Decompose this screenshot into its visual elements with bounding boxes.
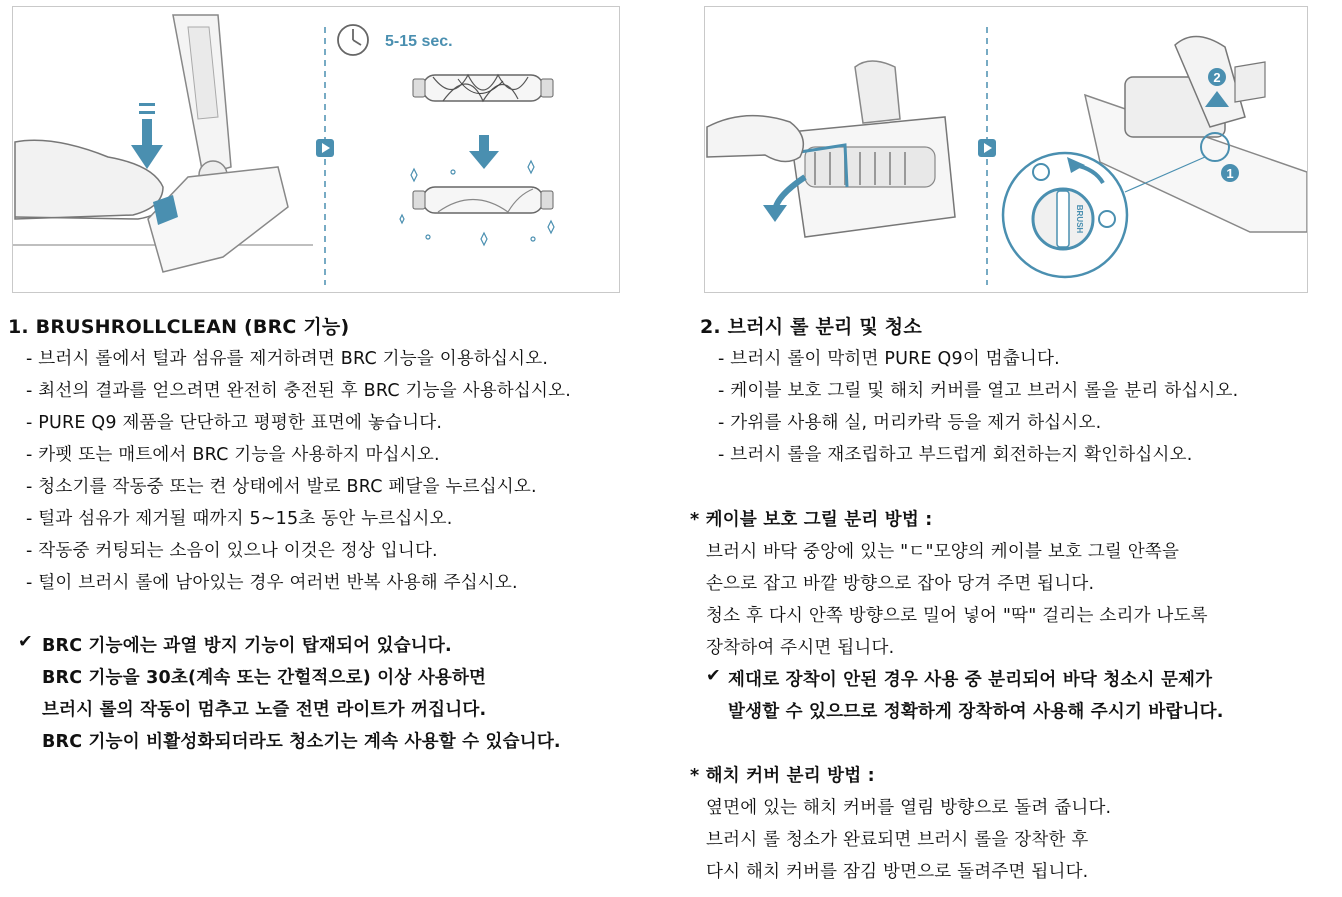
clean-arrow-icon	[469, 151, 499, 169]
section1-title: 1. BRUSHROLLCLEAN (BRC 기능)	[8, 316, 350, 338]
section1-item-7: - 작동중 커팅되는 소음이 있으나 이것은 정상 입니다.	[26, 541, 438, 561]
section1-item-8: - 털이 브러시 롤에 남아있는 경우 여러번 반복 사용해 주십시오.	[26, 573, 518, 593]
section2-item-4: - 브러시 롤을 재조립하고 부드럽게 회전하는지 확인하십시오.	[718, 445, 1193, 465]
step-2-label: 2	[1213, 70, 1221, 85]
grill-note-line-2: 발생할 수 있으므로 정확하게 장착하여 사용해 주시기 바랍니다.	[728, 702, 1224, 722]
timer-text: 5-15 sec.	[385, 33, 453, 50]
section1-item-1: - 브러시 롤에서 털과 섬유를 제거하려면 BRC 기능을 이용하십시오.	[26, 349, 549, 369]
brc-illustration	[13, 7, 619, 292]
section1-note-line-3: 브러시 롤의 작동이 멈추고 노즐 전면 라이트가 꺼집니다.	[42, 700, 487, 720]
step-1-label: 1	[1226, 166, 1234, 181]
hatch-line-2: 브러시 롤 청소가 완료되면 브러시 롤을 장착한 후	[706, 830, 1089, 850]
grill-line-3: 청소 후 다시 안쪽 방향으로 밀어 넣어 "딱" 걸리는 소리가 나도록	[706, 606, 1208, 626]
brc-illustration-panel	[12, 6, 620, 293]
grill-line-1: 브러시 바닥 중앙에 있는 "ㄷ"모양의 케이블 보호 그릴 안쪽을	[706, 542, 1180, 562]
grill-line-2: 손으로 잡고 바깥 방향으로 잡아 당겨 주면 됩니다.	[706, 574, 1095, 594]
section1-item-5: - 청소기를 작동중 또는 켠 상태에서 발로 BRC 페달을 누르십시오.	[26, 477, 537, 497]
brush-removal-illustration-panel	[704, 6, 1308, 293]
brush-roll-tangled	[423, 75, 543, 101]
hatch-line-3: 다시 해치 커버를 잠김 방면으로 돌려주면 됩니다.	[706, 862, 1089, 882]
brush-label: BRUSH	[1075, 204, 1084, 234]
hatch-title: * 해치 커버 분리 방법 :	[690, 766, 875, 786]
section2-item-3: - 가위를 사용해 실, 머리카락 등을 제거 하십시오.	[718, 413, 1102, 433]
section2-item-2: - 케이블 보호 그릴 및 해치 커버를 열고 브러시 롤을 분리 하십시오.	[718, 381, 1239, 401]
grill-line-4: 장착하여 주시면 됩니다.	[706, 638, 895, 658]
hatch-line-1: 옆면에 있는 해치 커버를 열림 방향으로 돌려 줍니다.	[706, 798, 1112, 818]
section1-note-line-2: BRC 기능을 30초(계속 또는 간헐적으로) 이상 사용하면	[42, 668, 487, 688]
brush-removal-illustration	[705, 7, 1307, 292]
grill-title: * 케이블 보호 그릴 분리 방법 :	[690, 510, 933, 530]
section1-item-2: - 최선의 결과를 얻으려면 완전히 충전된 후 BRC 기능을 사용하십시오.	[26, 381, 571, 401]
section1-note-line-1: BRC 기능에는 과열 방지 기능이 탑재되어 있습니다.	[42, 636, 452, 656]
section1-item-3: - PURE Q9 제품을 단단하고 평평한 표면에 놓습니다.	[26, 413, 443, 433]
grill-note-line-1: 제대로 장착이 안된 경우 사용 중 분리되어 바닥 청소시 문제가	[728, 670, 1213, 690]
section2-item-1: - 브러시 롤이 막히면 PURE Q9이 멈춥니다.	[718, 349, 1060, 369]
section1-item-4: - 카펫 또는 매트에서 BRC 기능을 사용하지 마십시오.	[26, 445, 440, 465]
section1-note-line-4: BRC 기능이 비활성화되더라도 청소기는 계속 사용할 수 있습니다.	[42, 732, 561, 752]
section2-title: 2. 브러시 롤 분리 및 청소	[700, 316, 922, 338]
hand-shape	[707, 116, 803, 162]
section1-item-6: - 털과 섬유가 제거될 때까지 5~15초 동안 누르십시오.	[26, 509, 453, 529]
section1-note-check-icon: ✔	[18, 632, 33, 652]
grill-note-check-icon: ✔	[706, 666, 721, 686]
